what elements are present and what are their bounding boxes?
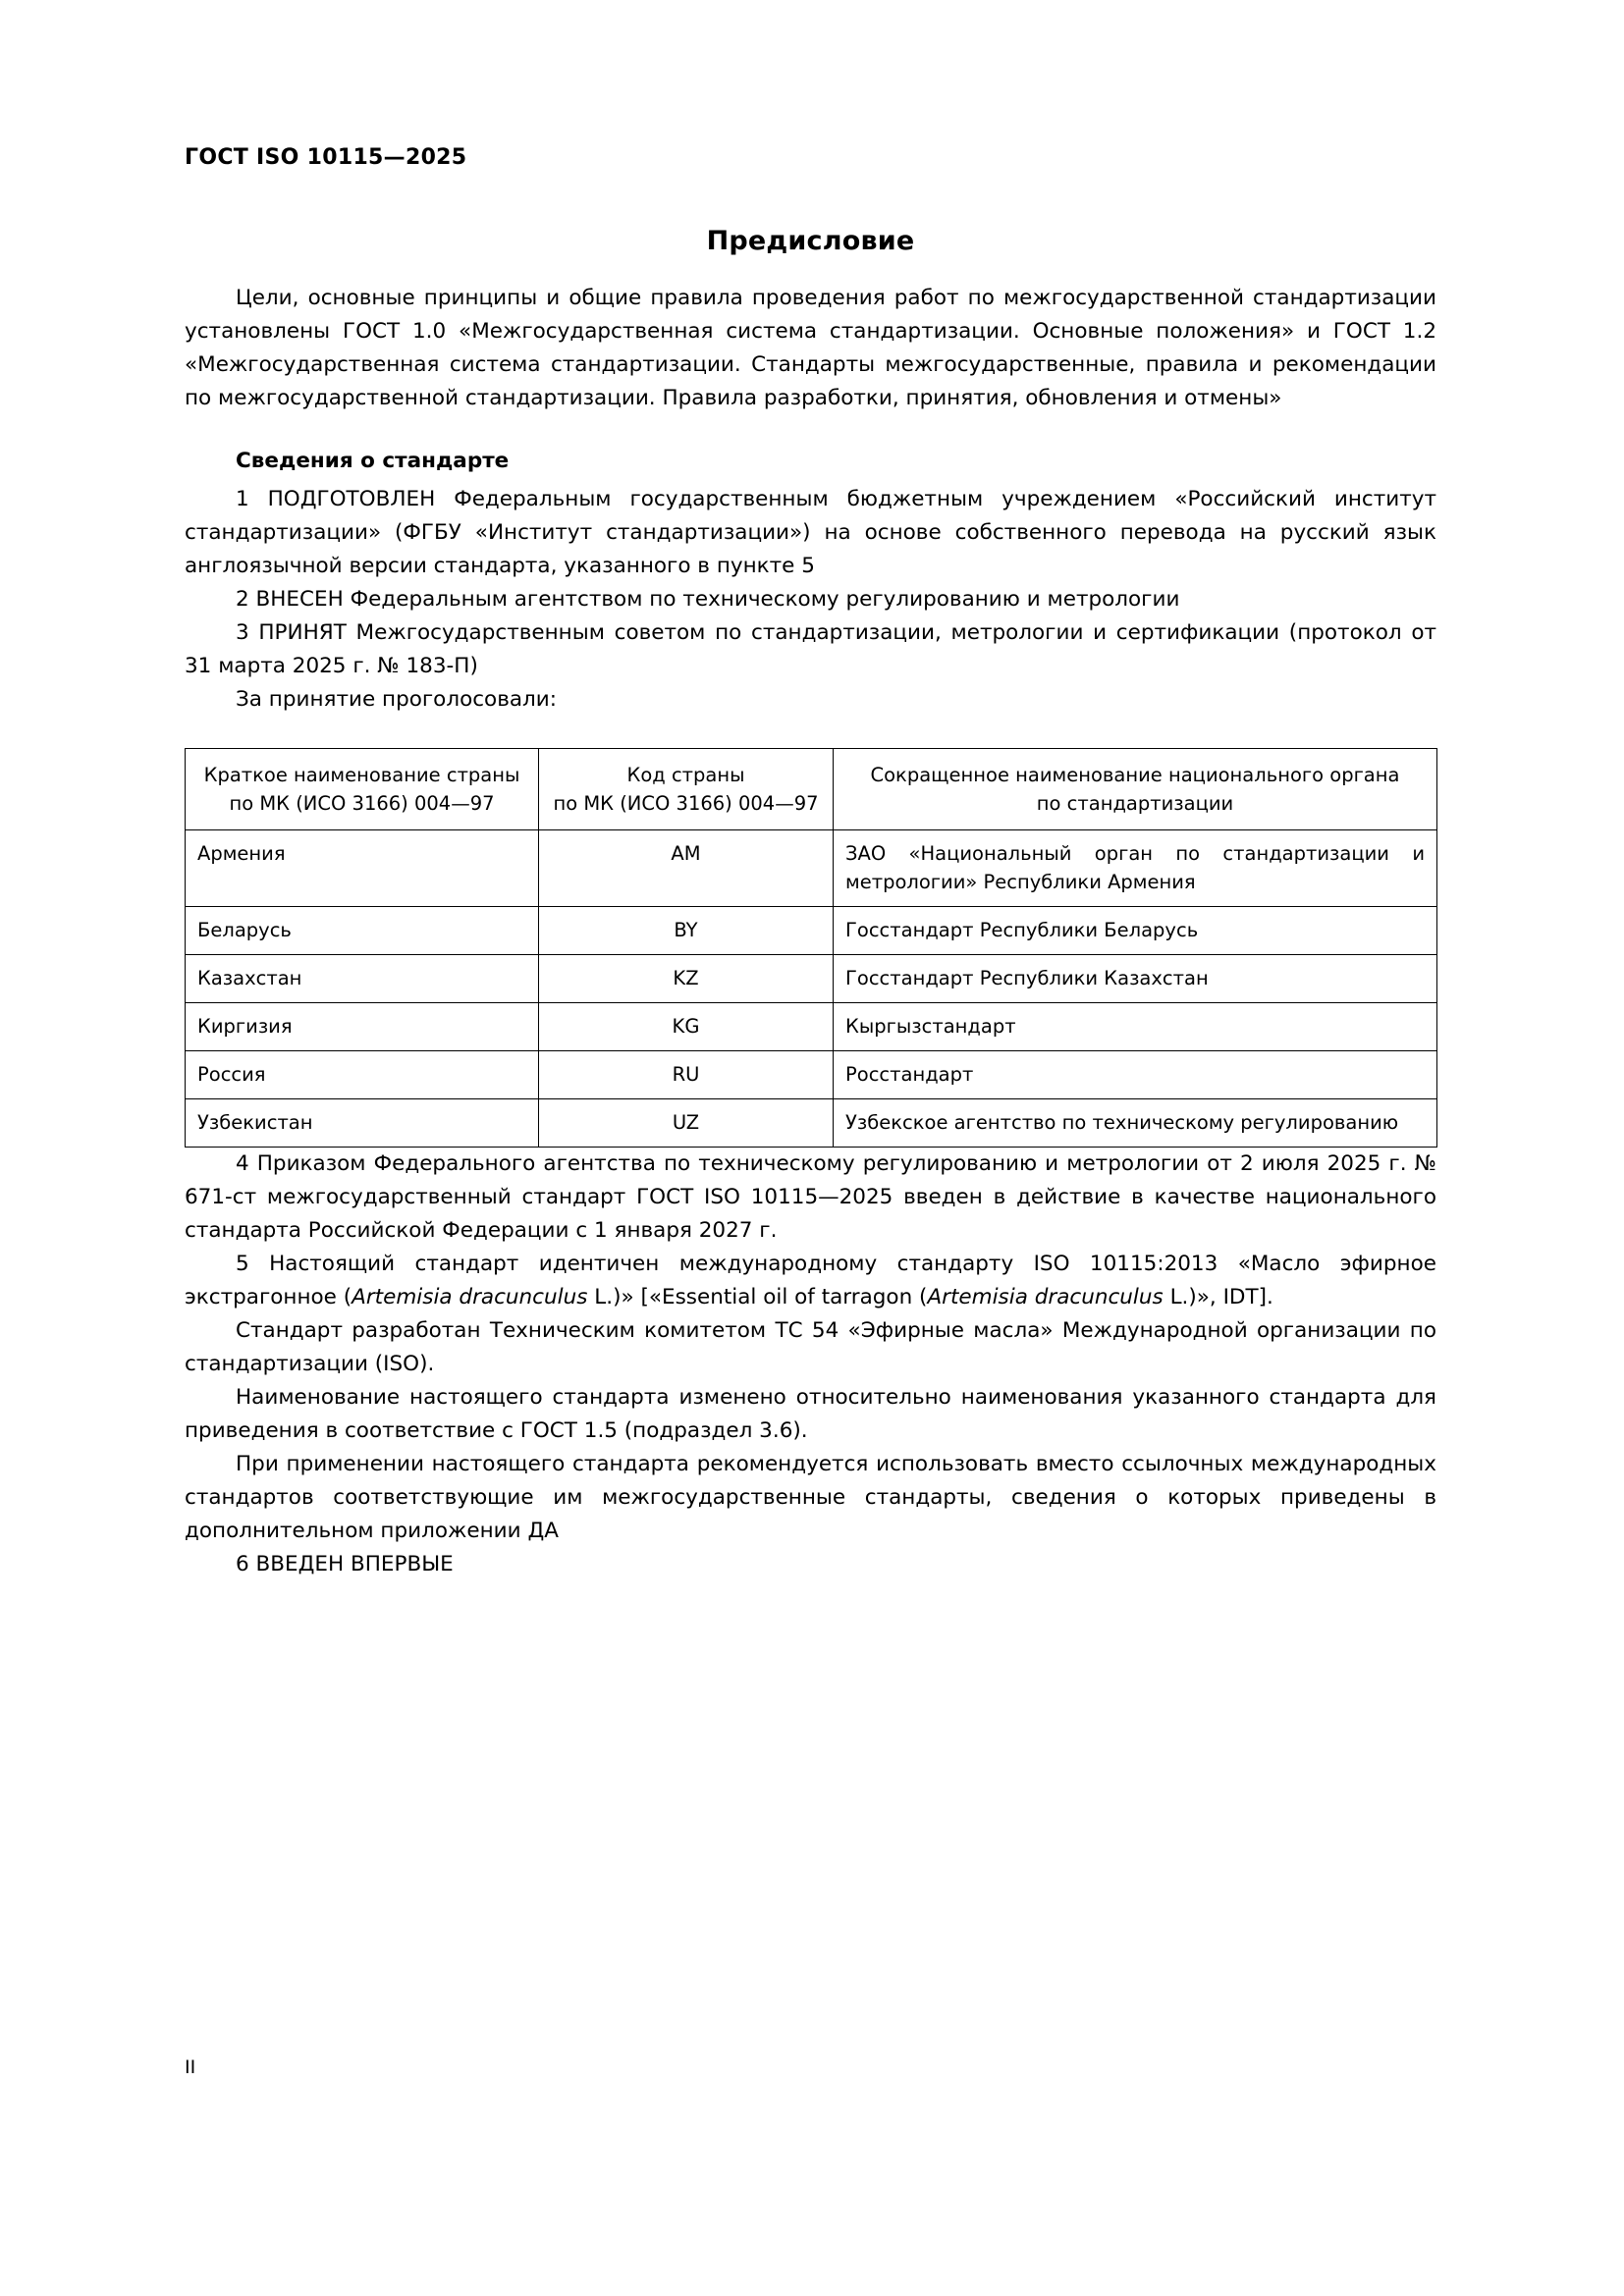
page-number: II [185, 2056, 196, 2078]
column-header-organization [834, 749, 1437, 830]
foreword-item-2: 2 ВНЕСЕН Федеральным агентством по техническому регулированию и метрологии [236, 587, 1180, 612]
cell-code: KG [539, 1003, 834, 1051]
item5-latin-name-2: Artemisia dracunculus [927, 1285, 1164, 1309]
table-row [186, 1003, 1437, 1051]
table-row [186, 907, 1437, 955]
countries-table [185, 748, 1437, 1148]
running-header-standard-number: ГОСТ ISO 10115—2025 [185, 145, 467, 170]
table-row [186, 1051, 1437, 1099]
cell-country: Россия [186, 1051, 539, 1099]
foreword-item-3: 3 ПРИНЯТ Межгосударственным советом по стандартизации, метрологии и сертификации (протокол от 31 марта 2025 г. № 183-П) [185, 620, 1436, 678]
cell-code: AM [539, 830, 834, 907]
page-title: Предисловие [706, 226, 915, 256]
cell-country: Казахстан [186, 955, 539, 1003]
foreword-intro-paragraph: Цели, основные принципы и общие правила проведения работ по межгосударственной стандартизации установлены ГОСТ 1.0 «Межгосударственная система стандартизации. Основные положения» и ГОСТ 1.2 «Межгосударственная система стандартизации. Стандарты межгосударственные, правила и рекомендации по межгосударственной стандартизации. Правила разработки, принятия, обновления и отмены» [185, 286, 1436, 410]
table-row [186, 1099, 1437, 1148]
page-content [185, 145, 1436, 1581]
cell-organization: Узбекское агентство по техническому регулированию [834, 1099, 1437, 1148]
foreword-item-6: 6 ВВЕДЕН ВПЕРВЫЕ [236, 1552, 454, 1576]
cell-organization: Росстандарт [834, 1051, 1437, 1099]
cell-code: BY [539, 907, 834, 955]
cell-organization: ЗАО «Национальный орган по стандартизации и метрологии» Республики Армения [834, 830, 1437, 907]
column-header-country [186, 749, 539, 830]
table-header-row [186, 749, 1437, 830]
foreword-item-5-paragraph-4: При применении настоящего стандарта рекомендуется использовать вместо ссылочных международных стандартов соответствующие им межгосударственные стандарты, сведения о которых приведены в дополнительном приложении ДА [185, 1452, 1436, 1543]
table-row [186, 955, 1437, 1003]
foreword-item-5-paragraph-1 [185, 1248, 1436, 1314]
cell-organization: Госстандарт Республики Казахстан [834, 955, 1437, 1003]
foreword-item-5-paragraph-2: Стандарт разработан Техническим комитетом ТС 54 «Эфирные масла» Международной организации по стандартизации (ISO). [185, 1318, 1436, 1376]
column-header-country-line1: Краткое наименование страны [203, 764, 520, 786]
cell-code: KZ [539, 955, 834, 1003]
foreword-item-5-paragraph-3: Наименование настоящего стандарта изменено относительно наименования указанного стандарта для приведения в соответствие с ГОСТ 1.5 (подраздел 3.6). [185, 1385, 1436, 1443]
cell-code: RU [539, 1051, 834, 1099]
table-row [186, 830, 1437, 907]
cell-code: UZ [539, 1099, 834, 1148]
item5-text-c: L.)», IDT]. [1163, 1285, 1273, 1309]
column-header-code [539, 749, 834, 830]
column-header-organization-line1: Сокращенное наименование национального органа [870, 764, 1400, 786]
foreword-item-1: 1 ПОДГОТОВЛЕН Федеральным государственным бюджетным учреждением «Российский институт стандартизации» (ФГБУ «Институт стандартизации») на основе собственного перевода на русский язык англоязычной версии стандарта, указанного в пункте 5 [185, 487, 1436, 578]
column-header-code-line1: Код страны [626, 764, 745, 786]
cell-country: Узбекистан [186, 1099, 539, 1148]
cell-country: Беларусь [186, 907, 539, 955]
cell-organization: Кыргызстандарт [834, 1003, 1437, 1051]
cell-country: Армения [186, 830, 539, 907]
column-header-country-line2: по МК (ИСО 3166) 004—97 [229, 792, 495, 815]
section-heading-standard-info: Сведения о стандарте [236, 449, 510, 473]
cell-organization: Госстандарт Республики Беларусь [834, 907, 1437, 955]
cell-country: Киргизия [186, 1003, 539, 1051]
item5-text-b: L.)» [«Essential oil of tarragon ( [587, 1285, 928, 1309]
column-header-code-line2: по МК (ИСО 3166) 004—97 [553, 792, 819, 815]
item5-latin-name-1: Artemisia dracunculus [352, 1285, 588, 1309]
vote-intro-line: За принятие проголосовали: [236, 687, 558, 712]
foreword-item-4: 4 Приказом Федерального агентства по техническому регулированию и метрологии от 2 июля 2025 г. № 671-ст межгосударственный стандарт ГОСТ ISO 10115—2025 введен в действие в качестве национального стандарта Российской Федерации с 1 января 2027 г. [185, 1151, 1436, 1243]
column-header-organization-line2: по стандартизации [1036, 792, 1234, 815]
item5-text-a: 5 Настоящий стандарт идентичен международному стандарту ISO 10115:2013 «Масло эфирное экстрагонное ( [185, 1252, 1436, 1309]
